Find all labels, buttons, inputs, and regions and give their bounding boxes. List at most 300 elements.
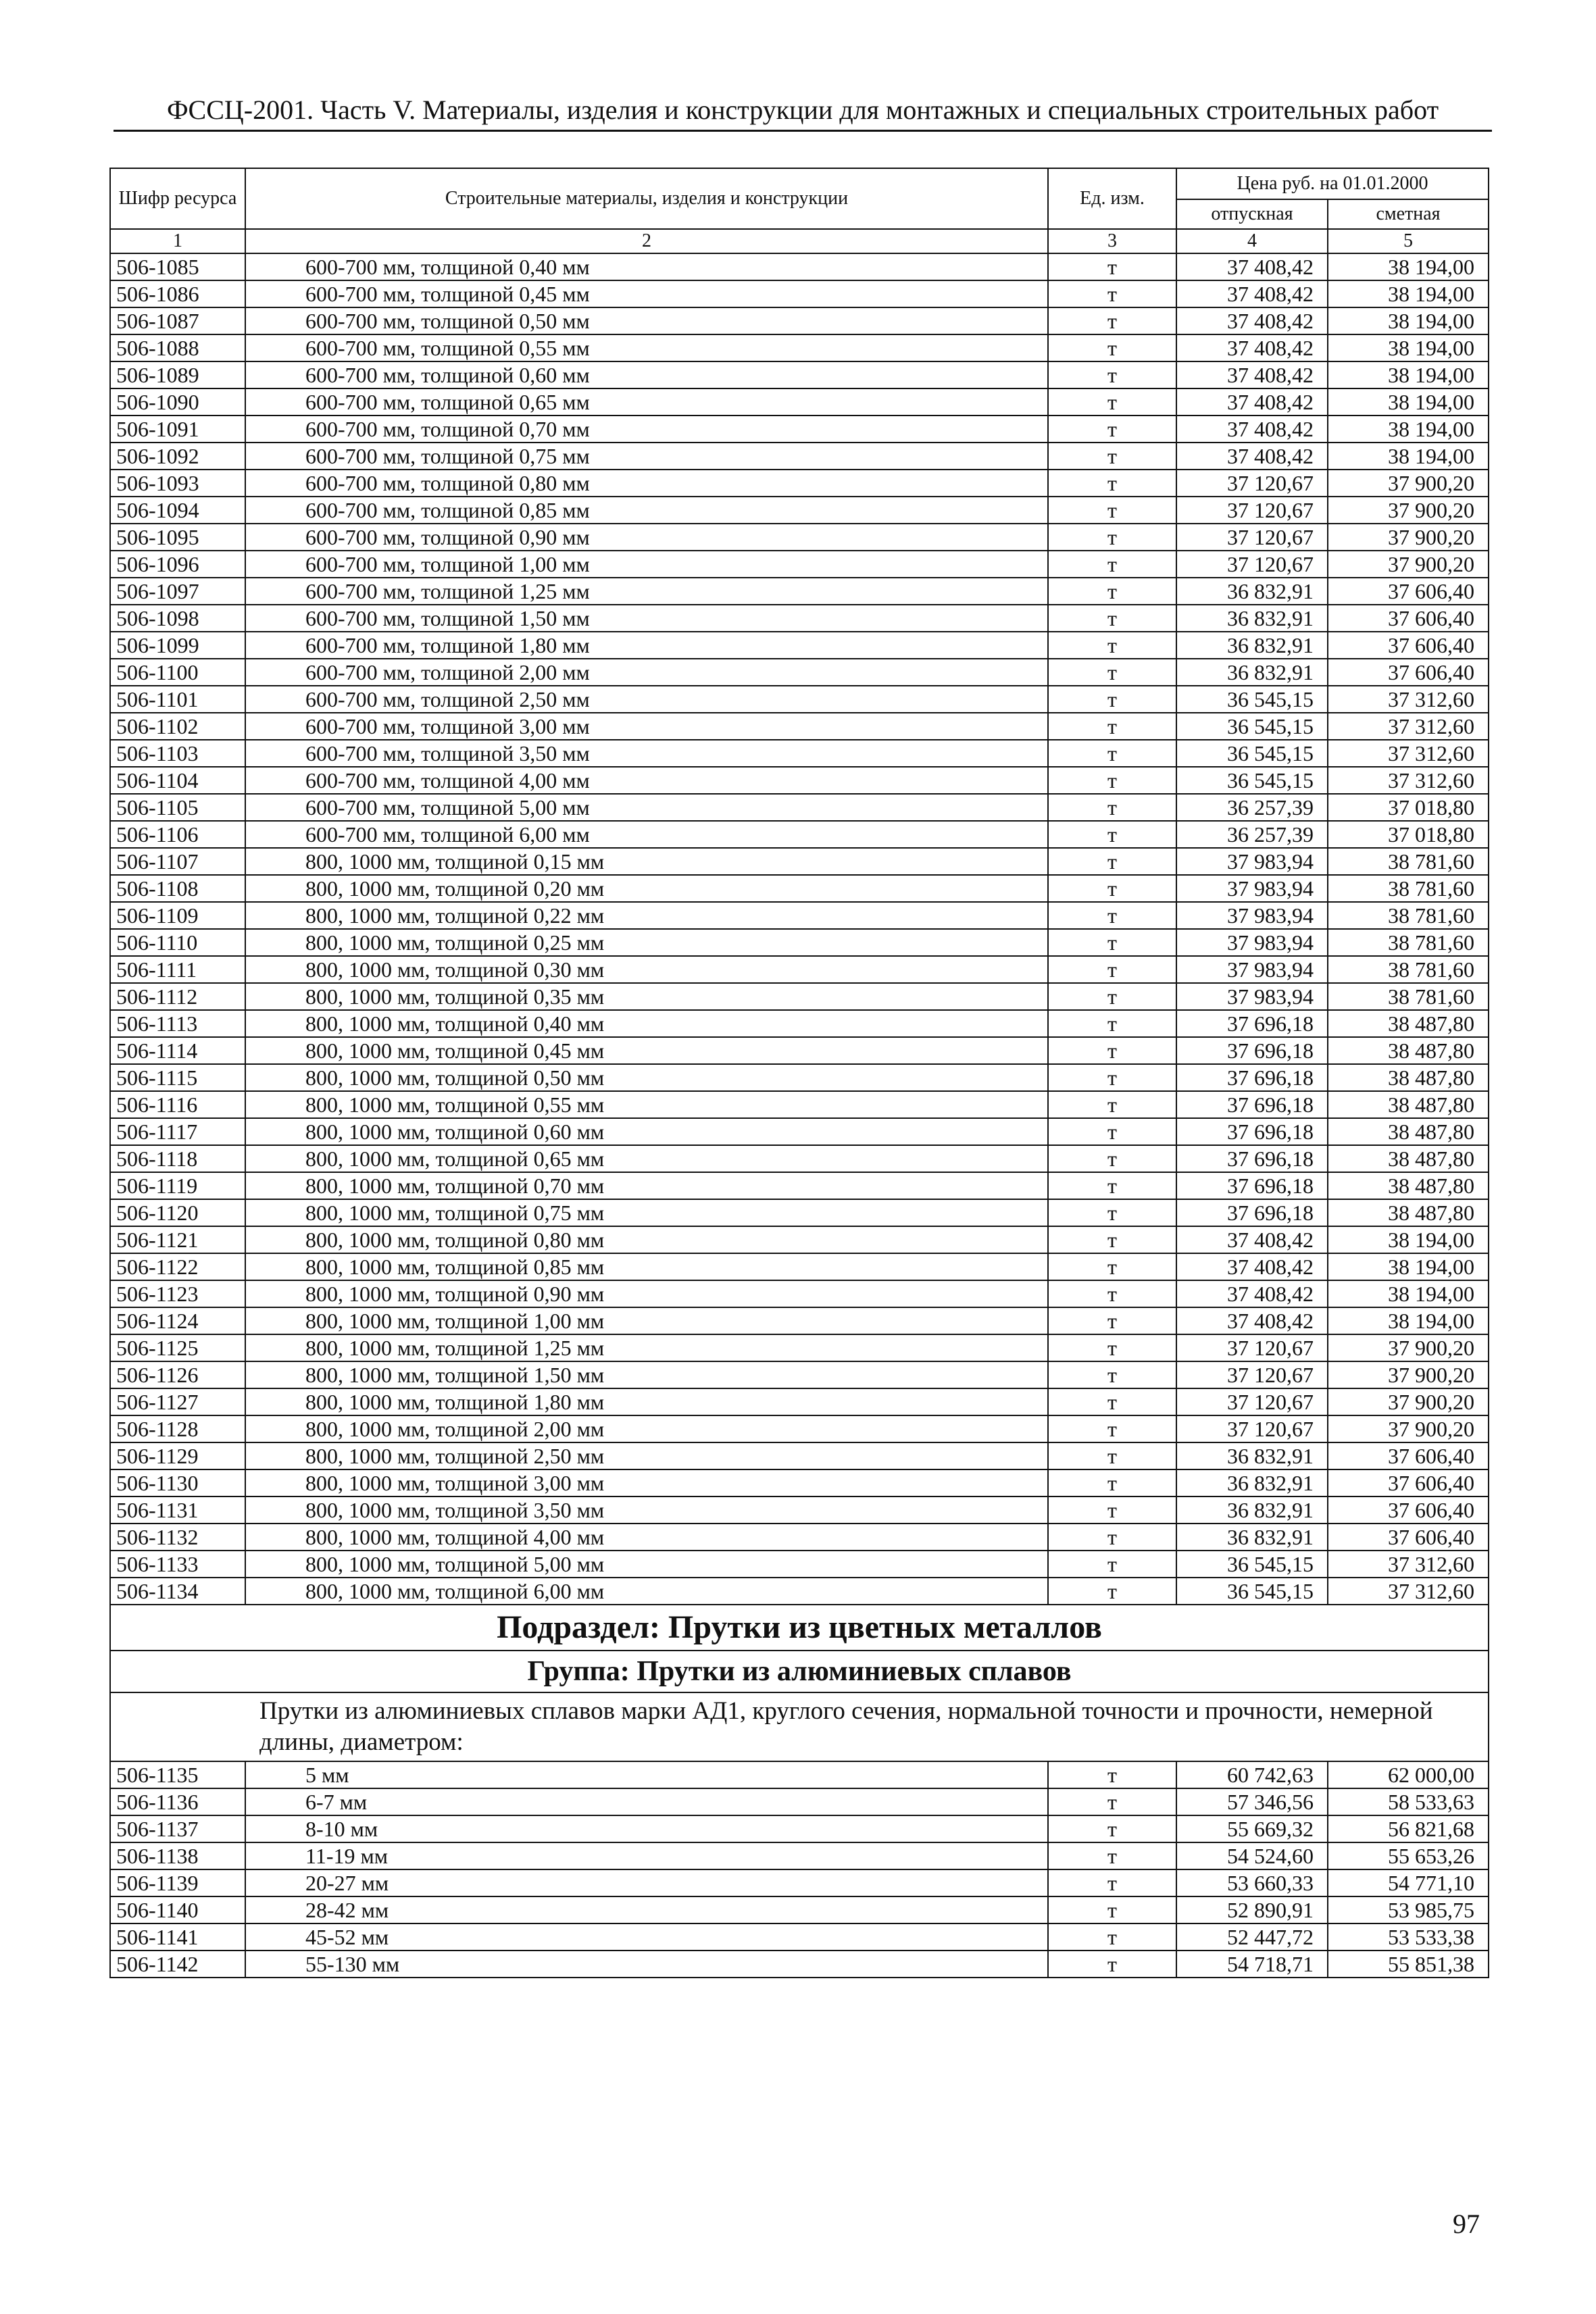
estimate-price-cell: 38 194,00 [1328, 443, 1489, 470]
estimate-price-cell: 37 900,20 [1328, 524, 1489, 551]
unit-cell: т [1048, 713, 1176, 740]
resource-code-cell: 506-1142 [110, 1951, 245, 1978]
release-price-cell: 37 408,42 [1176, 334, 1328, 361]
release-price-cell: 37 696,18 [1176, 1118, 1328, 1145]
material-name-cell: 800, 1000 мм, толщиной 0,40 мм [245, 1010, 1048, 1037]
resource-code-cell: 506-1126 [110, 1361, 245, 1388]
material-name-cell: 800, 1000 мм, толщиной 1,80 мм [245, 1388, 1048, 1415]
release-price-cell: 37 120,67 [1176, 1388, 1328, 1415]
material-name-cell: 600-700 мм, толщиной 0,40 мм [245, 253, 1048, 280]
material-name-cell: 600-700 мм, толщиной 2,50 мм [245, 686, 1048, 713]
header-price-group: Цена руб. на 01.01.2000 [1176, 168, 1489, 199]
table-row [110, 1923, 1489, 1951]
release-price-cell: 37 408,42 [1176, 416, 1328, 443]
unit-cell: т [1048, 524, 1176, 551]
header-unit: Ед. изм. [1048, 168, 1176, 229]
unit-cell: т [1048, 1469, 1176, 1496]
unit-cell: т [1048, 1524, 1176, 1551]
unit-cell: т [1048, 551, 1176, 578]
resource-code-cell: 506-1100 [110, 659, 245, 686]
price-table-body [110, 168, 1489, 1978]
table-row [110, 1307, 1489, 1334]
estimate-price-cell: 62 000,00 [1328, 1761, 1489, 1788]
estimate-price-cell: 38 487,80 [1328, 1199, 1489, 1226]
resource-code-cell: 506-1097 [110, 578, 245, 605]
release-price-cell: 37 983,94 [1176, 875, 1328, 902]
unit-cell: т [1048, 1815, 1176, 1842]
resource-code-cell: 506-1124 [110, 1307, 245, 1334]
table-row [110, 497, 1489, 524]
resource-code-cell: 506-1125 [110, 1334, 245, 1361]
release-price-cell: 54 718,71 [1176, 1951, 1328, 1978]
material-name-cell: 600-700 мм, толщиной 1,80 мм [245, 632, 1048, 659]
release-price-cell: 37 408,42 [1176, 443, 1328, 470]
material-name-cell: 600-700 мм, толщиной 1,25 мм [245, 578, 1048, 605]
release-price-cell: 37 408,42 [1176, 1280, 1328, 1307]
release-price-cell: 37 696,18 [1176, 1172, 1328, 1199]
resource-code-cell: 506-1136 [110, 1788, 245, 1815]
unit-cell: т [1048, 1037, 1176, 1064]
table-row [110, 1280, 1489, 1307]
table-row [110, 388, 1489, 416]
estimate-price-cell: 38 781,60 [1328, 929, 1489, 956]
unit-cell: т [1048, 1896, 1176, 1923]
estimate-price-cell: 38 194,00 [1328, 1253, 1489, 1280]
release-price-cell: 36 545,15 [1176, 740, 1328, 767]
unit-cell: т [1048, 1415, 1176, 1442]
release-price-cell: 37 408,42 [1176, 388, 1328, 416]
estimate-price-cell: 37 018,80 [1328, 821, 1489, 848]
material-name-cell: 55-130 мм [245, 1951, 1048, 1978]
unit-cell: т [1048, 334, 1176, 361]
resource-code-cell: 506-1090 [110, 388, 245, 416]
estimate-price-cell: 37 606,40 [1328, 578, 1489, 605]
unit-cell: т [1048, 1951, 1176, 1978]
resource-code-cell: 506-1089 [110, 361, 245, 388]
release-price-cell: 37 408,42 [1176, 361, 1328, 388]
estimate-price-cell: 37 900,20 [1328, 1361, 1489, 1388]
table-row [110, 1145, 1489, 1172]
resource-code-cell: 506-1132 [110, 1524, 245, 1551]
estimate-price-cell: 38 194,00 [1328, 334, 1489, 361]
estimate-price-cell: 38 487,80 [1328, 1064, 1489, 1091]
release-price-cell: 37 408,42 [1176, 280, 1328, 307]
estimate-price-cell: 38 487,80 [1328, 1145, 1489, 1172]
material-name-cell: 800, 1000 мм, толщиной 0,75 мм [245, 1199, 1048, 1226]
resource-code-cell: 506-1121 [110, 1226, 245, 1253]
release-price-cell: 36 832,91 [1176, 1442, 1328, 1469]
resource-code-cell: 506-1127 [110, 1388, 245, 1415]
resource-code-cell: 506-1085 [110, 253, 245, 280]
unit-cell: т [1048, 1578, 1176, 1605]
estimate-price-cell: 38 194,00 [1328, 307, 1489, 334]
estimate-price-cell: 37 606,40 [1328, 659, 1489, 686]
estimate-price-cell: 37 312,60 [1328, 1578, 1489, 1605]
estimate-price-cell: 58 533,63 [1328, 1788, 1489, 1815]
resource-code-cell: 506-1113 [110, 1010, 245, 1037]
release-price-cell: 37 983,94 [1176, 929, 1328, 956]
material-name-cell: 20-27 мм [245, 1869, 1048, 1896]
table-row [110, 1442, 1489, 1469]
unit-cell: т [1048, 1010, 1176, 1037]
release-price-cell: 37 120,67 [1176, 1415, 1328, 1442]
release-price-cell: 37 696,18 [1176, 1199, 1328, 1226]
estimate-price-cell: 55 851,38 [1328, 1951, 1489, 1978]
material-name-cell: 8-10 мм [245, 1815, 1048, 1842]
unit-cell: т [1048, 1442, 1176, 1469]
estimate-price-cell: 37 900,20 [1328, 1334, 1489, 1361]
resource-code-cell: 506-1109 [110, 902, 245, 929]
material-name-cell: 800, 1000 мм, толщиной 3,00 мм [245, 1469, 1048, 1496]
release-price-cell: 37 408,42 [1176, 1307, 1328, 1334]
material-name-cell: 800, 1000 мм, толщиной 1,00 мм [245, 1307, 1048, 1334]
material-name-cell: 800, 1000 мм, толщиной 1,50 мм [245, 1361, 1048, 1388]
release-price-cell: 55 669,32 [1176, 1815, 1328, 1842]
release-price-cell: 37 696,18 [1176, 1037, 1328, 1064]
material-name-cell: 800, 1000 мм, толщиной 6,00 мм [245, 1578, 1048, 1605]
material-name-cell: 600-700 мм, толщиной 2,00 мм [245, 659, 1048, 686]
header-price-release: отпускная [1176, 199, 1328, 229]
table-row [110, 875, 1489, 902]
material-name-cell: 800, 1000 мм, толщиной 0,20 мм [245, 875, 1048, 902]
resource-code-cell: 506-1128 [110, 1415, 245, 1442]
material-name-cell: 600-700 мм, толщиной 5,00 мм [245, 794, 1048, 821]
table-row [110, 794, 1489, 821]
unit-cell: т [1048, 470, 1176, 497]
release-price-cell: 37 696,18 [1176, 1010, 1328, 1037]
unit-cell: т [1048, 361, 1176, 388]
group-description: Прутки из алюминиевых сплавов марки АД1, круглого сечения, нормальной точности и прочности, немерной длины, диаметром: [110, 1692, 1489, 1761]
release-price-cell: 37 408,42 [1176, 307, 1328, 334]
resource-code-cell: 506-1088 [110, 334, 245, 361]
table-row [110, 1172, 1489, 1199]
page-header: ФССЦ-2001. Часть V. Материалы, изделия и конструкции для монтажных и специальных строительных работ [114, 93, 1492, 132]
unit-cell: т [1048, 1253, 1176, 1280]
resource-code-cell: 506-1112 [110, 983, 245, 1010]
material-name-cell: 800, 1000 мм, толщиной 0,55 мм [245, 1091, 1048, 1118]
estimate-price-cell: 54 771,10 [1328, 1869, 1489, 1896]
material-name-cell: 800, 1000 мм, толщиной 0,65 мм [245, 1145, 1048, 1172]
resource-code-cell: 506-1108 [110, 875, 245, 902]
material-name-cell: 800, 1000 мм, толщиной 0,45 мм [245, 1037, 1048, 1064]
material-name-cell: 600-700 мм, толщиной 1,00 мм [245, 551, 1048, 578]
unit-cell: т [1048, 1496, 1176, 1524]
resource-code-cell: 506-1101 [110, 686, 245, 713]
estimate-price-cell: 37 900,20 [1328, 1415, 1489, 1442]
estimate-price-cell: 37 900,20 [1328, 470, 1489, 497]
unit-cell: т [1048, 1869, 1176, 1896]
material-name-cell: 800, 1000 мм, толщиной 0,15 мм [245, 848, 1048, 875]
subsection-title: Подраздел: Прутки из цветных металлов [110, 1605, 1489, 1651]
material-name-cell: 800, 1000 мм, толщиной 0,22 мм [245, 902, 1048, 929]
material-name-cell: 800, 1000 мм, толщиной 5,00 мм [245, 1551, 1048, 1578]
unit-cell: т [1048, 253, 1176, 280]
table-row [110, 983, 1489, 1010]
subsection-title-row [110, 1605, 1489, 1651]
table-row [110, 253, 1489, 280]
release-price-cell: 36 545,15 [1176, 713, 1328, 740]
table-row [110, 632, 1489, 659]
estimate-price-cell: 37 900,20 [1328, 551, 1489, 578]
estimate-price-cell: 37 312,60 [1328, 740, 1489, 767]
table-row [110, 1551, 1489, 1578]
header-code: Шифр ресурса [110, 168, 245, 229]
release-price-cell: 36 832,91 [1176, 632, 1328, 659]
material-name-cell: 45-52 мм [245, 1923, 1048, 1951]
material-name-cell: 600-700 мм, толщиной 0,85 мм [245, 497, 1048, 524]
unit-cell: т [1048, 794, 1176, 821]
table-row [110, 578, 1489, 605]
table-row [110, 1469, 1489, 1496]
table-row [110, 1896, 1489, 1923]
table-row [110, 1388, 1489, 1415]
material-name-cell: 600-700 мм, толщиной 4,00 мм [245, 767, 1048, 794]
unit-cell: т [1048, 1788, 1176, 1815]
resource-code-cell: 506-1107 [110, 848, 245, 875]
unit-cell: т [1048, 416, 1176, 443]
material-name-cell: 800, 1000 мм, толщиной 0,35 мм [245, 983, 1048, 1010]
resource-code-cell: 506-1116 [110, 1091, 245, 1118]
estimate-price-cell: 38 194,00 [1328, 388, 1489, 416]
resource-code-cell: 506-1092 [110, 443, 245, 470]
material-name-cell: 800, 1000 мм, толщиной 0,90 мм [245, 1280, 1048, 1307]
unit-cell: т [1048, 578, 1176, 605]
resource-code-cell: 506-1133 [110, 1551, 245, 1578]
table-row [110, 307, 1489, 334]
resource-code-cell: 506-1099 [110, 632, 245, 659]
release-price-cell: 37 983,94 [1176, 956, 1328, 983]
release-price-cell: 37 696,18 [1176, 1091, 1328, 1118]
material-name-cell: 600-700 мм, толщиной 0,70 мм [245, 416, 1048, 443]
estimate-price-cell: 38 781,60 [1328, 848, 1489, 875]
table-row [110, 1815, 1489, 1842]
column-number: 3 [1048, 229, 1176, 253]
column-number: 5 [1328, 229, 1489, 253]
material-name-cell: 800, 1000 мм, толщиной 1,25 мм [245, 1334, 1048, 1361]
release-price-cell: 52 890,91 [1176, 1896, 1328, 1923]
estimate-price-cell: 37 606,40 [1328, 1442, 1489, 1469]
estimate-price-cell: 38 781,60 [1328, 983, 1489, 1010]
table-row [110, 659, 1489, 686]
release-price-cell: 37 983,94 [1176, 848, 1328, 875]
estimate-price-cell: 38 194,00 [1328, 1226, 1489, 1253]
estimate-price-cell: 38 194,00 [1328, 416, 1489, 443]
material-name-cell: 800, 1000 мм, толщиной 4,00 мм [245, 1524, 1048, 1551]
resource-code-cell: 506-1123 [110, 1280, 245, 1307]
table-row [110, 1578, 1489, 1605]
estimate-price-cell: 38 487,80 [1328, 1037, 1489, 1064]
table-row [110, 1496, 1489, 1524]
unit-cell: т [1048, 1388, 1176, 1415]
release-price-cell: 37 696,18 [1176, 1064, 1328, 1091]
unit-cell: т [1048, 1199, 1176, 1226]
material-name-cell: 800, 1000 мм, толщиной 2,50 мм [245, 1442, 1048, 1469]
release-price-cell: 57 346,56 [1176, 1788, 1328, 1815]
unit-cell: т [1048, 280, 1176, 307]
material-name-cell: 6-7 мм [245, 1788, 1048, 1815]
table-row [110, 1761, 1489, 1788]
material-name-cell: 600-700 мм, толщиной 1,50 мм [245, 605, 1048, 632]
unit-cell: т [1048, 1226, 1176, 1253]
page-number: 97 [1453, 2209, 1480, 2239]
table-row [110, 1361, 1489, 1388]
release-price-cell: 53 660,33 [1176, 1869, 1328, 1896]
unit-cell: т [1048, 1091, 1176, 1118]
resource-code-cell: 506-1111 [110, 956, 245, 983]
resource-code-cell: 506-1086 [110, 280, 245, 307]
table-row [110, 713, 1489, 740]
table-row [110, 1118, 1489, 1145]
table-row [110, 280, 1489, 307]
table-row [110, 1226, 1489, 1253]
resource-code-cell: 506-1141 [110, 1923, 245, 1951]
material-name-cell: 800, 1000 мм, толщиной 0,85 мм [245, 1253, 1048, 1280]
release-price-cell: 36 545,15 [1176, 1551, 1328, 1578]
material-name-cell: 600-700 мм, толщиной 0,75 мм [245, 443, 1048, 470]
table-row [110, 524, 1489, 551]
estimate-price-cell: 55 653,26 [1328, 1842, 1489, 1869]
resource-code-cell: 506-1139 [110, 1869, 245, 1896]
unit-cell: т [1048, 1064, 1176, 1091]
unit-cell: т [1048, 1551, 1176, 1578]
table-row [110, 1037, 1489, 1064]
material-name-cell: 5 мм [245, 1761, 1048, 1788]
unit-cell: т [1048, 497, 1176, 524]
estimate-price-cell: 37 312,60 [1328, 713, 1489, 740]
release-price-cell: 36 257,39 [1176, 821, 1328, 848]
table-row [110, 1869, 1489, 1896]
material-name-cell: 600-700 мм, толщиной 0,65 мм [245, 388, 1048, 416]
table-row [110, 1415, 1489, 1442]
estimate-price-cell: 38 194,00 [1328, 280, 1489, 307]
resource-code-cell: 506-1120 [110, 1199, 245, 1226]
estimate-price-cell: 56 821,68 [1328, 1815, 1489, 1842]
resource-code-cell: 506-1114 [110, 1037, 245, 1064]
unit-cell: т [1048, 983, 1176, 1010]
price-table [109, 168, 1489, 1978]
estimate-price-cell: 37 900,20 [1328, 497, 1489, 524]
unit-cell: т [1048, 605, 1176, 632]
unit-cell: т [1048, 1334, 1176, 1361]
material-name-cell: 800, 1000 мм, толщиной 2,00 мм [245, 1415, 1048, 1442]
table-row [110, 848, 1489, 875]
table-row [110, 334, 1489, 361]
release-price-cell: 54 524,60 [1176, 1842, 1328, 1869]
release-price-cell: 36 832,91 [1176, 1496, 1328, 1524]
resource-code-cell: 506-1119 [110, 1172, 245, 1199]
estimate-price-cell: 38 194,00 [1328, 361, 1489, 388]
material-name-cell: 600-700 мм, толщиной 0,60 мм [245, 361, 1048, 388]
estimate-price-cell: 37 312,60 [1328, 686, 1489, 713]
unit-cell: т [1048, 929, 1176, 956]
material-name-cell: 28-42 мм [245, 1896, 1048, 1923]
table-row [110, 1253, 1489, 1280]
resource-code-cell: 506-1096 [110, 551, 245, 578]
unit-cell: т [1048, 767, 1176, 794]
estimate-price-cell: 37 900,20 [1328, 1388, 1489, 1415]
material-name-cell: 600-700 мм, толщиной 0,55 мм [245, 334, 1048, 361]
release-price-cell: 37 408,42 [1176, 253, 1328, 280]
resource-code-cell: 506-1093 [110, 470, 245, 497]
resource-code-cell: 506-1117 [110, 1118, 245, 1145]
estimate-price-cell: 38 781,60 [1328, 902, 1489, 929]
unit-cell: т [1048, 443, 1176, 470]
unit-cell: т [1048, 659, 1176, 686]
unit-cell: т [1048, 1923, 1176, 1951]
unit-cell: т [1048, 1118, 1176, 1145]
table-row [110, 1842, 1489, 1869]
resource-code-cell: 506-1105 [110, 794, 245, 821]
unit-cell: т [1048, 307, 1176, 334]
unit-cell: т [1048, 1842, 1176, 1869]
unit-cell: т [1048, 1761, 1176, 1788]
release-price-cell: 37 120,67 [1176, 497, 1328, 524]
estimate-price-cell: 38 781,60 [1328, 956, 1489, 983]
table-row [110, 740, 1489, 767]
release-price-cell: 36 832,91 [1176, 578, 1328, 605]
table-row [110, 956, 1489, 983]
table-row [110, 821, 1489, 848]
material-name-cell: 11-19 мм [245, 1842, 1048, 1869]
release-price-cell: 37 120,67 [1176, 524, 1328, 551]
resource-code-cell: 506-1098 [110, 605, 245, 632]
table-row [110, 1199, 1489, 1226]
table-row [110, 605, 1489, 632]
release-price-cell: 37 120,67 [1176, 1361, 1328, 1388]
table-row [110, 1091, 1489, 1118]
release-price-cell: 36 832,91 [1176, 659, 1328, 686]
column-number: 1 [110, 229, 245, 253]
column-number: 2 [245, 229, 1048, 253]
material-name-cell: 800, 1000 мм, толщиной 0,50 мм [245, 1064, 1048, 1091]
resource-code-cell: 506-1118 [110, 1145, 245, 1172]
material-name-cell: 600-700 мм, толщиной 6,00 мм [245, 821, 1048, 848]
unit-cell: т [1048, 1307, 1176, 1334]
estimate-price-cell: 38 487,80 [1328, 1118, 1489, 1145]
resource-code-cell: 506-1138 [110, 1842, 245, 1869]
release-price-cell: 36 545,15 [1176, 767, 1328, 794]
table-row [110, 929, 1489, 956]
material-name-cell: 800, 1000 мм, толщиной 0,60 мм [245, 1118, 1048, 1145]
estimate-price-cell: 37 606,40 [1328, 1469, 1489, 1496]
unit-cell: т [1048, 848, 1176, 875]
header-row [110, 168, 1489, 199]
release-price-cell: 36 545,15 [1176, 686, 1328, 713]
resource-code-cell: 506-1091 [110, 416, 245, 443]
column-number-row [110, 229, 1489, 253]
release-price-cell: 36 832,91 [1176, 605, 1328, 632]
table-row [110, 1788, 1489, 1815]
resource-code-cell: 506-1087 [110, 307, 245, 334]
release-price-cell: 36 832,91 [1176, 1524, 1328, 1551]
release-price-cell: 37 120,67 [1176, 551, 1328, 578]
group-description-row [110, 1692, 1489, 1761]
estimate-price-cell: 38 487,80 [1328, 1010, 1489, 1037]
table-row [110, 686, 1489, 713]
release-price-cell: 37 120,67 [1176, 1334, 1328, 1361]
material-name-cell: 800, 1000 мм, толщиной 0,30 мм [245, 956, 1048, 983]
release-price-cell: 37 983,94 [1176, 902, 1328, 929]
table-row [110, 902, 1489, 929]
release-price-cell: 36 832,91 [1176, 1469, 1328, 1496]
estimate-price-cell: 38 194,00 [1328, 1280, 1489, 1307]
table-row [110, 361, 1489, 388]
estimate-price-cell: 53 985,75 [1328, 1896, 1489, 1923]
resource-code-cell: 506-1094 [110, 497, 245, 524]
estimate-price-cell: 37 018,80 [1328, 794, 1489, 821]
material-name-cell: 600-700 мм, толщиной 0,45 мм [245, 280, 1048, 307]
material-name-cell: 600-700 мм, толщиной 0,50 мм [245, 307, 1048, 334]
